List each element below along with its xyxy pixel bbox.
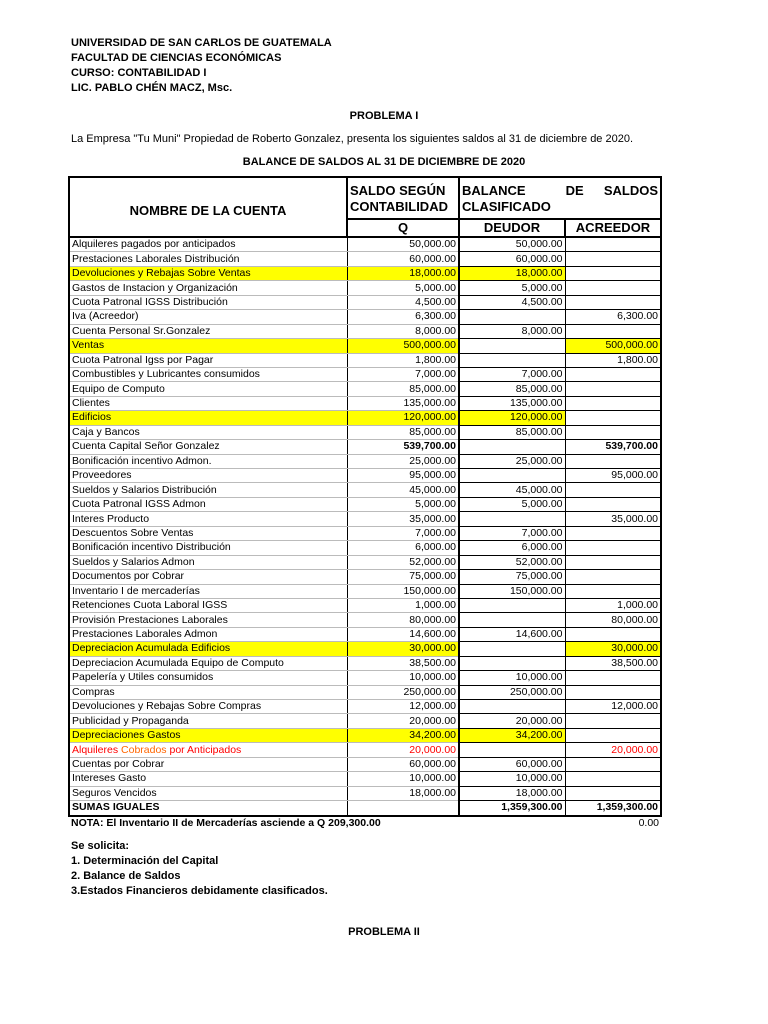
problem-1-title: PROBLEMA I	[349, 110, 419, 122]
cell-name: Ventas	[69, 339, 347, 353]
cell-saldo: 7,000.00	[347, 526, 459, 540]
university-name: UNIVERSIDAD DE SAN CARLOS DE GUATEMALA	[71, 37, 332, 49]
cell-deudor	[459, 353, 565, 367]
cell-saldo: 8,000.00	[347, 324, 459, 338]
cell-saldo: 50,000.00	[347, 237, 459, 252]
cell-saldo: 6,000.00	[347, 541, 459, 555]
requirements-title: Se solicita:	[71, 840, 130, 852]
cell-saldo: 20,000.00	[347, 714, 459, 728]
cell-name: Cuentas por Cobrar	[69, 757, 347, 771]
cell-name: Depreciacion Acumulada Edificios	[69, 642, 347, 656]
cell-deudor: 52,000.00	[459, 555, 565, 569]
table-row	[69, 237, 661, 252]
requirement-item: 2. Balance de Saldos	[71, 870, 181, 882]
cell-name: Provisión Prestaciones Laborales	[69, 613, 347, 627]
table-row	[69, 310, 661, 324]
cell-acreedor	[565, 555, 661, 569]
table-body	[69, 237, 661, 801]
cell-saldo: 30,000.00	[347, 642, 459, 656]
table-row	[69, 757, 661, 771]
cell-acreedor: 20,000.00	[565, 743, 661, 757]
course-name: CURSO: CONTABILIDAD I	[71, 67, 207, 79]
column-header-balance: BALANCE DE SALDOS CLASIFICADO	[459, 177, 661, 219]
cell-name: Gastos de Instacion y Organización	[69, 281, 347, 295]
cell-deudor: 18,000.00	[459, 266, 565, 280]
cell-deudor	[459, 743, 565, 757]
table-row	[69, 382, 661, 396]
cell-saldo: 75,000.00	[347, 570, 459, 584]
cell-acreedor	[565, 786, 661, 800]
table-row	[69, 627, 661, 641]
cell-deudor: 10,000.00	[459, 671, 565, 685]
table-row	[69, 714, 661, 728]
cell-name: Devoluciones y Rebajas Sobre Compras	[69, 700, 347, 714]
cell-saldo: 150,000.00	[347, 584, 459, 598]
cell-name: Documentos por Cobrar	[69, 570, 347, 584]
cell-name: Proveedores	[69, 469, 347, 483]
cell-acreedor: 80,000.00	[565, 613, 661, 627]
cell-name: Sueldos y Salarios Distribución	[69, 483, 347, 497]
totals-row: SUMAS IGUALES 1,359,300.00 1,359,300.00	[69, 801, 661, 816]
table-row	[69, 555, 661, 569]
cell-saldo: 60,000.00	[347, 252, 459, 266]
cell-saldo: 10,000.00	[347, 772, 459, 786]
cell-deudor	[459, 440, 565, 454]
cell-acreedor	[565, 541, 661, 555]
cell-deudor: 150,000.00	[459, 584, 565, 598]
cell-name: Cuota Patronal IGSS Admon	[69, 497, 347, 511]
cell-acreedor	[565, 772, 661, 786]
cell-deudor: 10,000.00	[459, 772, 565, 786]
cell-deudor: 7,000.00	[459, 526, 565, 540]
cell-saldo: 35,000.00	[347, 512, 459, 526]
cell-deudor	[459, 613, 565, 627]
cell-acreedor	[565, 627, 661, 641]
cell-acreedor: 6,300.00	[565, 310, 661, 324]
table-row	[69, 440, 661, 454]
cell-deudor: 20,000.00	[459, 714, 565, 728]
cell-acreedor: 12,000.00	[565, 700, 661, 714]
cell-name: Seguros Vencidos	[69, 786, 347, 800]
cell-deudor: 5,000.00	[459, 497, 565, 511]
cell-saldo: 38,500.00	[347, 656, 459, 670]
cell-saldo: 500,000.00	[347, 339, 459, 353]
intro-text: La Empresa "Tu Muni" Propiedad de Roberto Gonzalez, presenta los siguientes saldos al 31 de diciembre de 2020.	[71, 133, 634, 145]
cell-deudor: 50,000.00	[459, 237, 565, 252]
cell-name: Prestaciones Laborales Distribución	[69, 252, 347, 266]
table-row	[69, 469, 661, 483]
cell-name: Cuenta Capital Señor Gonzalez	[69, 440, 347, 454]
table-row	[69, 671, 661, 685]
cell-acreedor	[565, 425, 661, 439]
cell-name: Depreciacion Acumulada Equipo de Computo	[69, 656, 347, 670]
cell-acreedor: 1,800.00	[565, 353, 661, 367]
cell-acreedor	[565, 526, 661, 540]
table-row	[69, 252, 661, 266]
cell-acreedor	[565, 685, 661, 699]
cell-saldo: 120,000.00	[347, 411, 459, 425]
cell-deudor	[459, 310, 565, 324]
cell-deudor	[459, 700, 565, 714]
cell-name: Interes Producto	[69, 512, 347, 526]
cell-saldo: 7,000.00	[347, 367, 459, 381]
table-row	[69, 281, 661, 295]
table-row	[69, 700, 661, 714]
cell-saldo: 18,000.00	[347, 266, 459, 280]
problem-2-title: PROBLEMA II	[348, 926, 420, 938]
table-row	[69, 411, 661, 425]
cell-acreedor	[565, 570, 661, 584]
cell-saldo: 6,300.00	[347, 310, 459, 324]
column-header-q: Q	[347, 219, 459, 237]
cell-saldo: 135,000.00	[347, 396, 459, 410]
table-row	[69, 266, 661, 280]
cell-saldo: 52,000.00	[347, 555, 459, 569]
cell-saldo: 14,600.00	[347, 627, 459, 641]
cell-saldo: 45,000.00	[347, 483, 459, 497]
note-row: NOTA: El Inventario II de Mercaderías asciende a Q 209,300.00 0.00	[71, 816, 659, 829]
cell-name: Caja y Bancos	[69, 425, 347, 439]
cell-deudor: 250,000.00	[459, 685, 565, 699]
cell-acreedor	[565, 295, 661, 309]
cell-saldo: 1,800.00	[347, 353, 459, 367]
cell-name: Clientes	[69, 396, 347, 410]
cell-acreedor	[565, 714, 661, 728]
table-row	[69, 497, 661, 511]
cell-name: Compras	[69, 685, 347, 699]
cell-name: Edificios	[69, 411, 347, 425]
cell-name: Prestaciones Laborales Admon	[69, 627, 347, 641]
cell-deudor	[459, 339, 565, 353]
cell-saldo: 10,000.00	[347, 671, 459, 685]
cell-deudor: 120,000.00	[459, 411, 565, 425]
table-row	[69, 295, 661, 309]
cell-name: Bonificación incentivo Distribución	[69, 541, 347, 555]
cell-deudor: 8,000.00	[459, 324, 565, 338]
cell-name: Bonificación incentivo Admon.	[69, 454, 347, 468]
cell-acreedor	[565, 728, 661, 742]
cell-name: Cuota Patronal IGSS Distribución	[69, 295, 347, 309]
cell-saldo: 25,000.00	[347, 454, 459, 468]
cell-saldo: 85,000.00	[347, 425, 459, 439]
cell-deudor: 60,000.00	[459, 252, 565, 266]
cell-saldo: 80,000.00	[347, 613, 459, 627]
cell-acreedor	[565, 237, 661, 252]
table-row	[69, 324, 661, 338]
cell-acreedor	[565, 281, 661, 295]
table-row	[69, 613, 661, 627]
table-row	[69, 541, 661, 555]
cell-saldo: 95,000.00	[347, 469, 459, 483]
cell-name: Inventario I de mercaderías	[69, 584, 347, 598]
table-row	[69, 570, 661, 584]
cell-deudor: 60,000.00	[459, 757, 565, 771]
column-header-deudor: DEUDOR	[459, 219, 565, 237]
table-row	[69, 425, 661, 439]
table-row	[69, 584, 661, 598]
document-header	[71, 36, 332, 96]
cell-acreedor	[565, 411, 661, 425]
table-row	[69, 743, 661, 757]
cell-name: Alquileres Cobrados por Anticipados	[69, 743, 347, 757]
cell-saldo: 250,000.00	[347, 685, 459, 699]
cell-deudor	[459, 656, 565, 670]
cell-deudor: 85,000.00	[459, 425, 565, 439]
cell-acreedor: 539,700.00	[565, 440, 661, 454]
cell-acreedor: 38,500.00	[565, 656, 661, 670]
cell-acreedor	[565, 757, 661, 771]
cell-acreedor: 35,000.00	[565, 512, 661, 526]
cell-name: Cuota Patronal Igss por Pagar	[69, 353, 347, 367]
cell-deudor: 18,000.00	[459, 786, 565, 800]
cell-name: Devoluciones y Rebajas Sobre Ventas	[69, 266, 347, 280]
cell-saldo: 18,000.00	[347, 786, 459, 800]
cell-acreedor	[565, 454, 661, 468]
cell-deudor: 135,000.00	[459, 396, 565, 410]
instructor-name: LIC. PABLO CHÉN MACZ, Msc.	[71, 82, 233, 94]
cell-name: Equipo de Computo	[69, 382, 347, 396]
cell-name: Alquileres pagados por anticipados	[69, 237, 347, 252]
table-row	[69, 396, 661, 410]
cell-saldo: 60,000.00	[347, 757, 459, 771]
cell-deudor: 75,000.00	[459, 570, 565, 584]
faculty-name: FACULTAD DE CIENCIAS ECONÓMICAS	[71, 52, 282, 64]
cell-deudor: 5,000.00	[459, 281, 565, 295]
cell-saldo: 5,000.00	[347, 281, 459, 295]
requirement-item: 1. Determinación del Capital	[71, 855, 219, 867]
cell-name: Descuentos Sobre Ventas	[69, 526, 347, 540]
cell-deudor: 34,200.00	[459, 728, 565, 742]
table-row	[69, 353, 661, 367]
cell-acreedor	[565, 367, 661, 381]
cell-acreedor: 500,000.00	[565, 339, 661, 353]
table-row	[69, 728, 661, 742]
cell-acreedor	[565, 671, 661, 685]
cell-saldo: 34,200.00	[347, 728, 459, 742]
cell-acreedor	[565, 382, 661, 396]
column-header-acreedor: ACREEDOR	[565, 219, 661, 237]
cell-deudor: 45,000.00	[459, 483, 565, 497]
table-row	[69, 483, 661, 497]
cell-name: Iva (Acreedor)	[69, 310, 347, 324]
table-title: BALANCE DE SALDOS AL 31 DE DICIEMBRE DE 2020	[242, 156, 526, 168]
cell-deudor: 4,500.00	[459, 295, 565, 309]
cell-deudor: 85,000.00	[459, 382, 565, 396]
cell-acreedor	[565, 266, 661, 280]
cell-deudor: 25,000.00	[459, 454, 565, 468]
table-row	[69, 642, 661, 656]
cell-name: Intereses Gasto	[69, 772, 347, 786]
cell-acreedor	[565, 324, 661, 338]
cell-deudor	[459, 598, 565, 612]
table-row	[69, 786, 661, 800]
cell-name: Publicidad y Propaganda	[69, 714, 347, 728]
cell-acreedor	[565, 497, 661, 511]
requirement-item: 3.Estados Financieros debidamente clasificados.	[71, 885, 328, 897]
table-row	[69, 598, 661, 612]
cell-name: Retenciones Cuota Laboral IGSS	[69, 598, 347, 612]
cell-acreedor	[565, 396, 661, 410]
cell-name: Combustibles y Lubricantes consumidos	[69, 367, 347, 381]
requirements	[71, 839, 328, 899]
cell-deudor: 6,000.00	[459, 541, 565, 555]
cell-deudor	[459, 512, 565, 526]
cell-deudor: 7,000.00	[459, 367, 565, 381]
cell-deudor	[459, 642, 565, 656]
cell-deudor: 14,600.00	[459, 627, 565, 641]
column-header-account: NOMBRE DE LA CUENTA	[69, 177, 347, 237]
cell-saldo: 20,000.00	[347, 743, 459, 757]
cell-saldo: 1,000.00	[347, 598, 459, 612]
table-row	[69, 526, 661, 540]
table-row	[69, 685, 661, 699]
cell-deudor	[459, 469, 565, 483]
cell-saldo: 85,000.00	[347, 382, 459, 396]
balance-table	[68, 176, 662, 830]
cell-acreedor: 30,000.00	[565, 642, 661, 656]
cell-saldo: 5,000.00	[347, 497, 459, 511]
table-row	[69, 367, 661, 381]
cell-name: Depreciaciones Gastos	[69, 728, 347, 742]
table-row	[69, 656, 661, 670]
table-row	[69, 772, 661, 786]
table-row	[69, 512, 661, 526]
cell-saldo: 12,000.00	[347, 700, 459, 714]
cell-acreedor: 1,000.00	[565, 598, 661, 612]
cell-saldo: 539,700.00	[347, 440, 459, 454]
cell-name: Sueldos y Salarios Admon	[69, 555, 347, 569]
table-row	[69, 454, 661, 468]
cell-name: Papelería y Utiles consumidos	[69, 671, 347, 685]
table-row	[69, 339, 661, 353]
cell-saldo: 4,500.00	[347, 295, 459, 309]
cell-acreedor	[565, 584, 661, 598]
cell-acreedor	[565, 483, 661, 497]
column-header-saldo: SALDO SEGÚN CONTABILIDAD	[347, 177, 459, 219]
cell-name: Cuenta Personal Sr.Gonzalez	[69, 324, 347, 338]
cell-acreedor: 95,000.00	[565, 469, 661, 483]
cell-acreedor	[565, 252, 661, 266]
